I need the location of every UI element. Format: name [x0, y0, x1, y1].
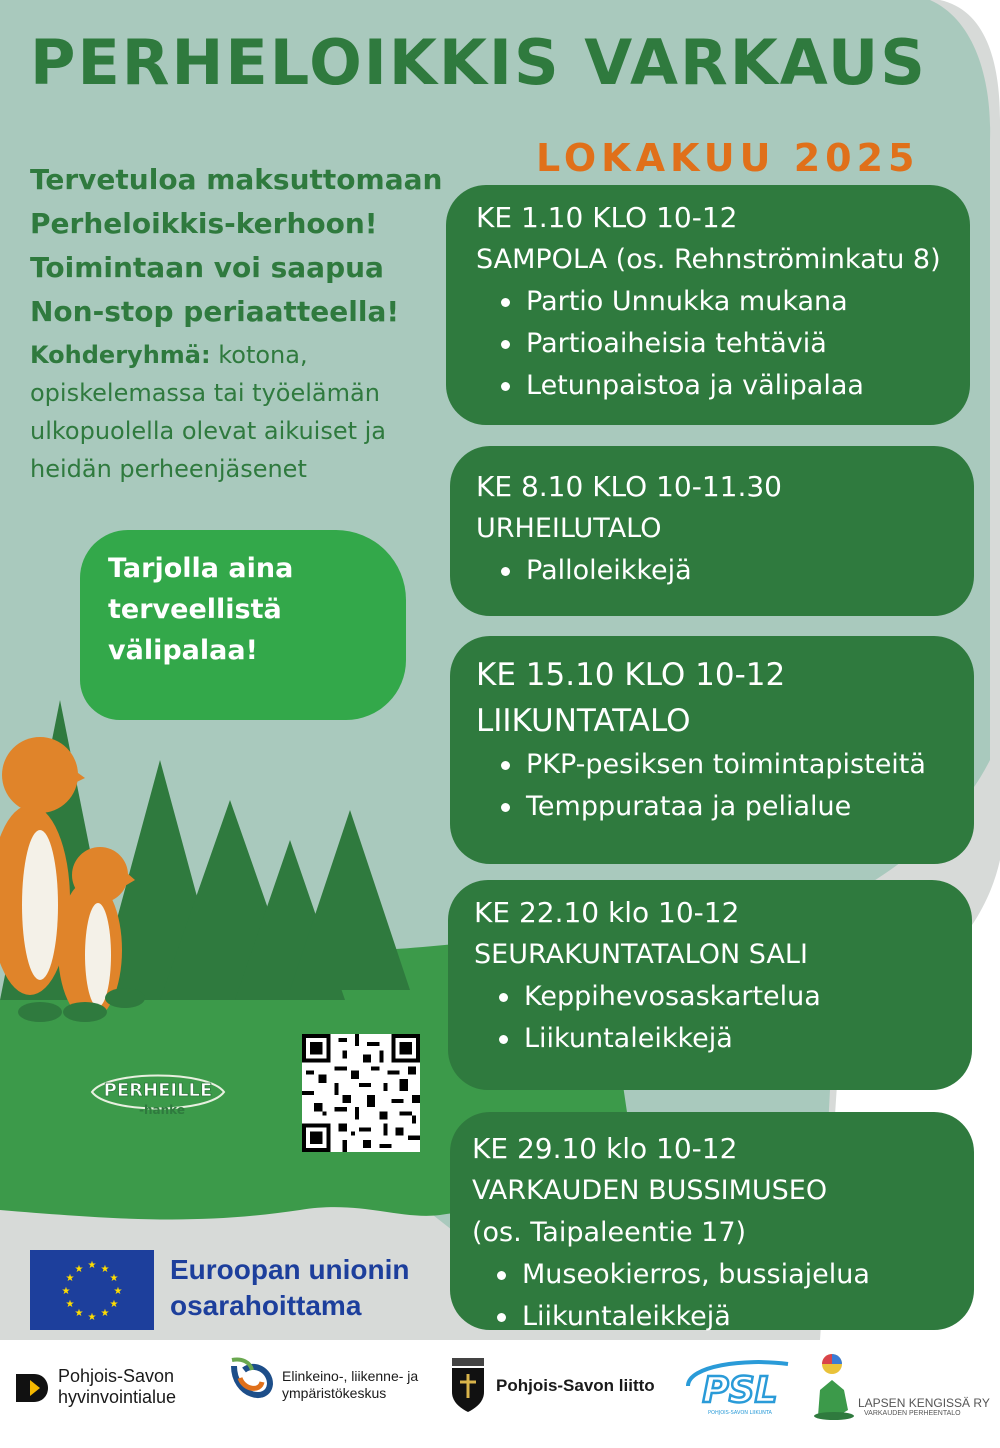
event-item: Partio Unnukka mukana [526, 281, 970, 323]
svg-text:★: ★ [61, 1286, 71, 1297]
perheille-logo-word: PERHEILLE [103, 1080, 213, 1101]
event-item: Museokierros, bussiajelua [522, 1254, 974, 1296]
intro-lead-line: Perheloikkis-kerhoon! [30, 207, 378, 240]
logo-line: VARKAUDEN PERHEENTALO [864, 1410, 961, 1417]
svg-text:★: ★ [74, 1264, 84, 1275]
logo-line: hyvinvointialue [58, 1387, 177, 1407]
intro-lead [30, 158, 450, 334]
ely-keskus-icon [226, 1356, 276, 1408]
event-place: SAMPOLA (os. Rehnströminkatu 8) [476, 244, 941, 275]
psl-swoosh-icon [684, 1356, 794, 1416]
svg-text:★: ★ [74, 1308, 84, 1319]
target-group [30, 336, 450, 488]
eu-funding-line: Euroopan unionin [170, 1254, 410, 1285]
svg-text:★: ★ [113, 1286, 123, 1297]
perheille-logo [88, 1062, 228, 1122]
event-date: KE 15.10 KLO 10-12 [476, 657, 786, 693]
fox-shoe [18, 1002, 62, 1022]
month-heading: LOKAKUU 2025 [536, 136, 920, 180]
logo-line: LAPSEN KENGISSÄ RY [858, 1396, 990, 1410]
event-date: KE 29.10 klo 10-12 [472, 1132, 738, 1165]
snack-bubble-text [108, 548, 368, 671]
logo-line: Pohjois-Savon [58, 1366, 175, 1386]
eu-funding-line: osarahoittama [170, 1290, 362, 1321]
bubble-line: välipalaa! [108, 635, 258, 666]
svg-text:★: ★ [87, 1312, 97, 1323]
big-fox-belly [22, 830, 58, 980]
fox-shoe [105, 988, 145, 1008]
event-items [474, 976, 972, 1060]
event-card [450, 1112, 974, 1330]
target-group-text: kotona, opiskelemassa tai työelämän ulkopuolella olevat aikuiset ja heidän perheenjäsenet [30, 341, 387, 483]
event-items [476, 550, 974, 592]
lapsen-kengissa-logo [814, 1350, 994, 1426]
event-item: Palloleikkejä [526, 550, 974, 592]
event-place: LIIKUNTATALO [476, 703, 691, 739]
svg-text:★: ★ [100, 1264, 110, 1275]
event-items [476, 744, 974, 828]
bubble-line: terveellistä [108, 594, 282, 625]
psl-text: PSL [702, 1370, 778, 1411]
svg-text:★: ★ [65, 1273, 75, 1284]
svg-text:★: ★ [109, 1273, 119, 1284]
event-place: SEURAKUNTATALON SALI [474, 939, 808, 970]
event-item: Partioaiheisia tehtäviä [526, 323, 970, 365]
logo-text: Pohjois-Savon liitto [496, 1376, 655, 1395]
pohjois-savon-liitto-logo [448, 1358, 668, 1414]
coat-of-arms-icon [448, 1358, 488, 1412]
lapsen-kengissa-icon [814, 1350, 862, 1420]
event-card [446, 185, 970, 425]
bubble-line: Tarjolla aina [108, 553, 294, 584]
event-place: URHEILUTALO [476, 513, 662, 544]
event-item: Temppurataa ja pelialue [526, 786, 974, 828]
intro-lead-line: Tervetuloa maksuttomaan [30, 163, 443, 196]
logo-text [58, 1366, 176, 1408]
event-item: Letunpaistoa ja välipalaa [526, 365, 970, 407]
event-item: PKP-pesiksen toimintapisteitä [526, 744, 974, 786]
event-date: KE 1.10 KLO 10-12 [476, 201, 738, 234]
svg-text:★: ★ [100, 1308, 110, 1319]
target-group-label: Kohderyhmä: [30, 341, 211, 369]
psl-logo [684, 1356, 794, 1416]
eu-flag [30, 1250, 154, 1330]
intro-lead-line: Toimintaan voi saapua [30, 251, 384, 284]
svg-text:★: ★ [109, 1299, 119, 1310]
event-address: (os. Taipaleentie 17) [472, 1217, 747, 1248]
fox-shoe [63, 1002, 107, 1022]
eu-stars-icon [30, 1250, 154, 1330]
svg-text:★: ★ [87, 1260, 97, 1271]
logo-line: Elinkeino-, liikenne- ja [282, 1368, 419, 1384]
pohjois-savon-hyvinvointialue-logo [14, 1366, 214, 1410]
event-items [476, 281, 970, 407]
event-items [472, 1254, 974, 1338]
event-date: KE 8.10 KLO 10-11.30 [476, 470, 782, 503]
small-fox-belly [85, 903, 111, 1007]
event-date: KE 22.10 klo 10-12 [474, 896, 740, 929]
qr-code[interactable] [302, 1034, 420, 1152]
event-card [450, 636, 974, 864]
event-place: VARKAUDEN BUSSIMUSEO [472, 1175, 828, 1206]
event-card [448, 880, 972, 1090]
psl-sub-text: POHJOIS-SAVON LIIKUNTA [708, 1410, 772, 1416]
perheille-logo-sub: -hanke [139, 1103, 185, 1117]
logo-line: ympäristökeskus [282, 1385, 387, 1401]
event-item: Keppihevosaskartelua [524, 976, 972, 1018]
event-item: Liikuntaleikkejä [522, 1296, 974, 1338]
pohjois-savon-hyvinvointialue-icon [14, 1370, 50, 1406]
page-title: PERHELOIKKIS VARKAUS [30, 26, 927, 99]
svg-text:★: ★ [65, 1299, 75, 1310]
intro-text [30, 158, 450, 488]
eu-funding-text [170, 1252, 410, 1324]
ely-keskus-logo [226, 1356, 436, 1412]
logo-text [282, 1368, 418, 1402]
logo-text [858, 1396, 990, 1417]
event-item: Liikuntaleikkejä [524, 1018, 972, 1060]
intro-lead-line: Non-stop periaatteella! [30, 295, 400, 328]
event-card [450, 446, 974, 616]
